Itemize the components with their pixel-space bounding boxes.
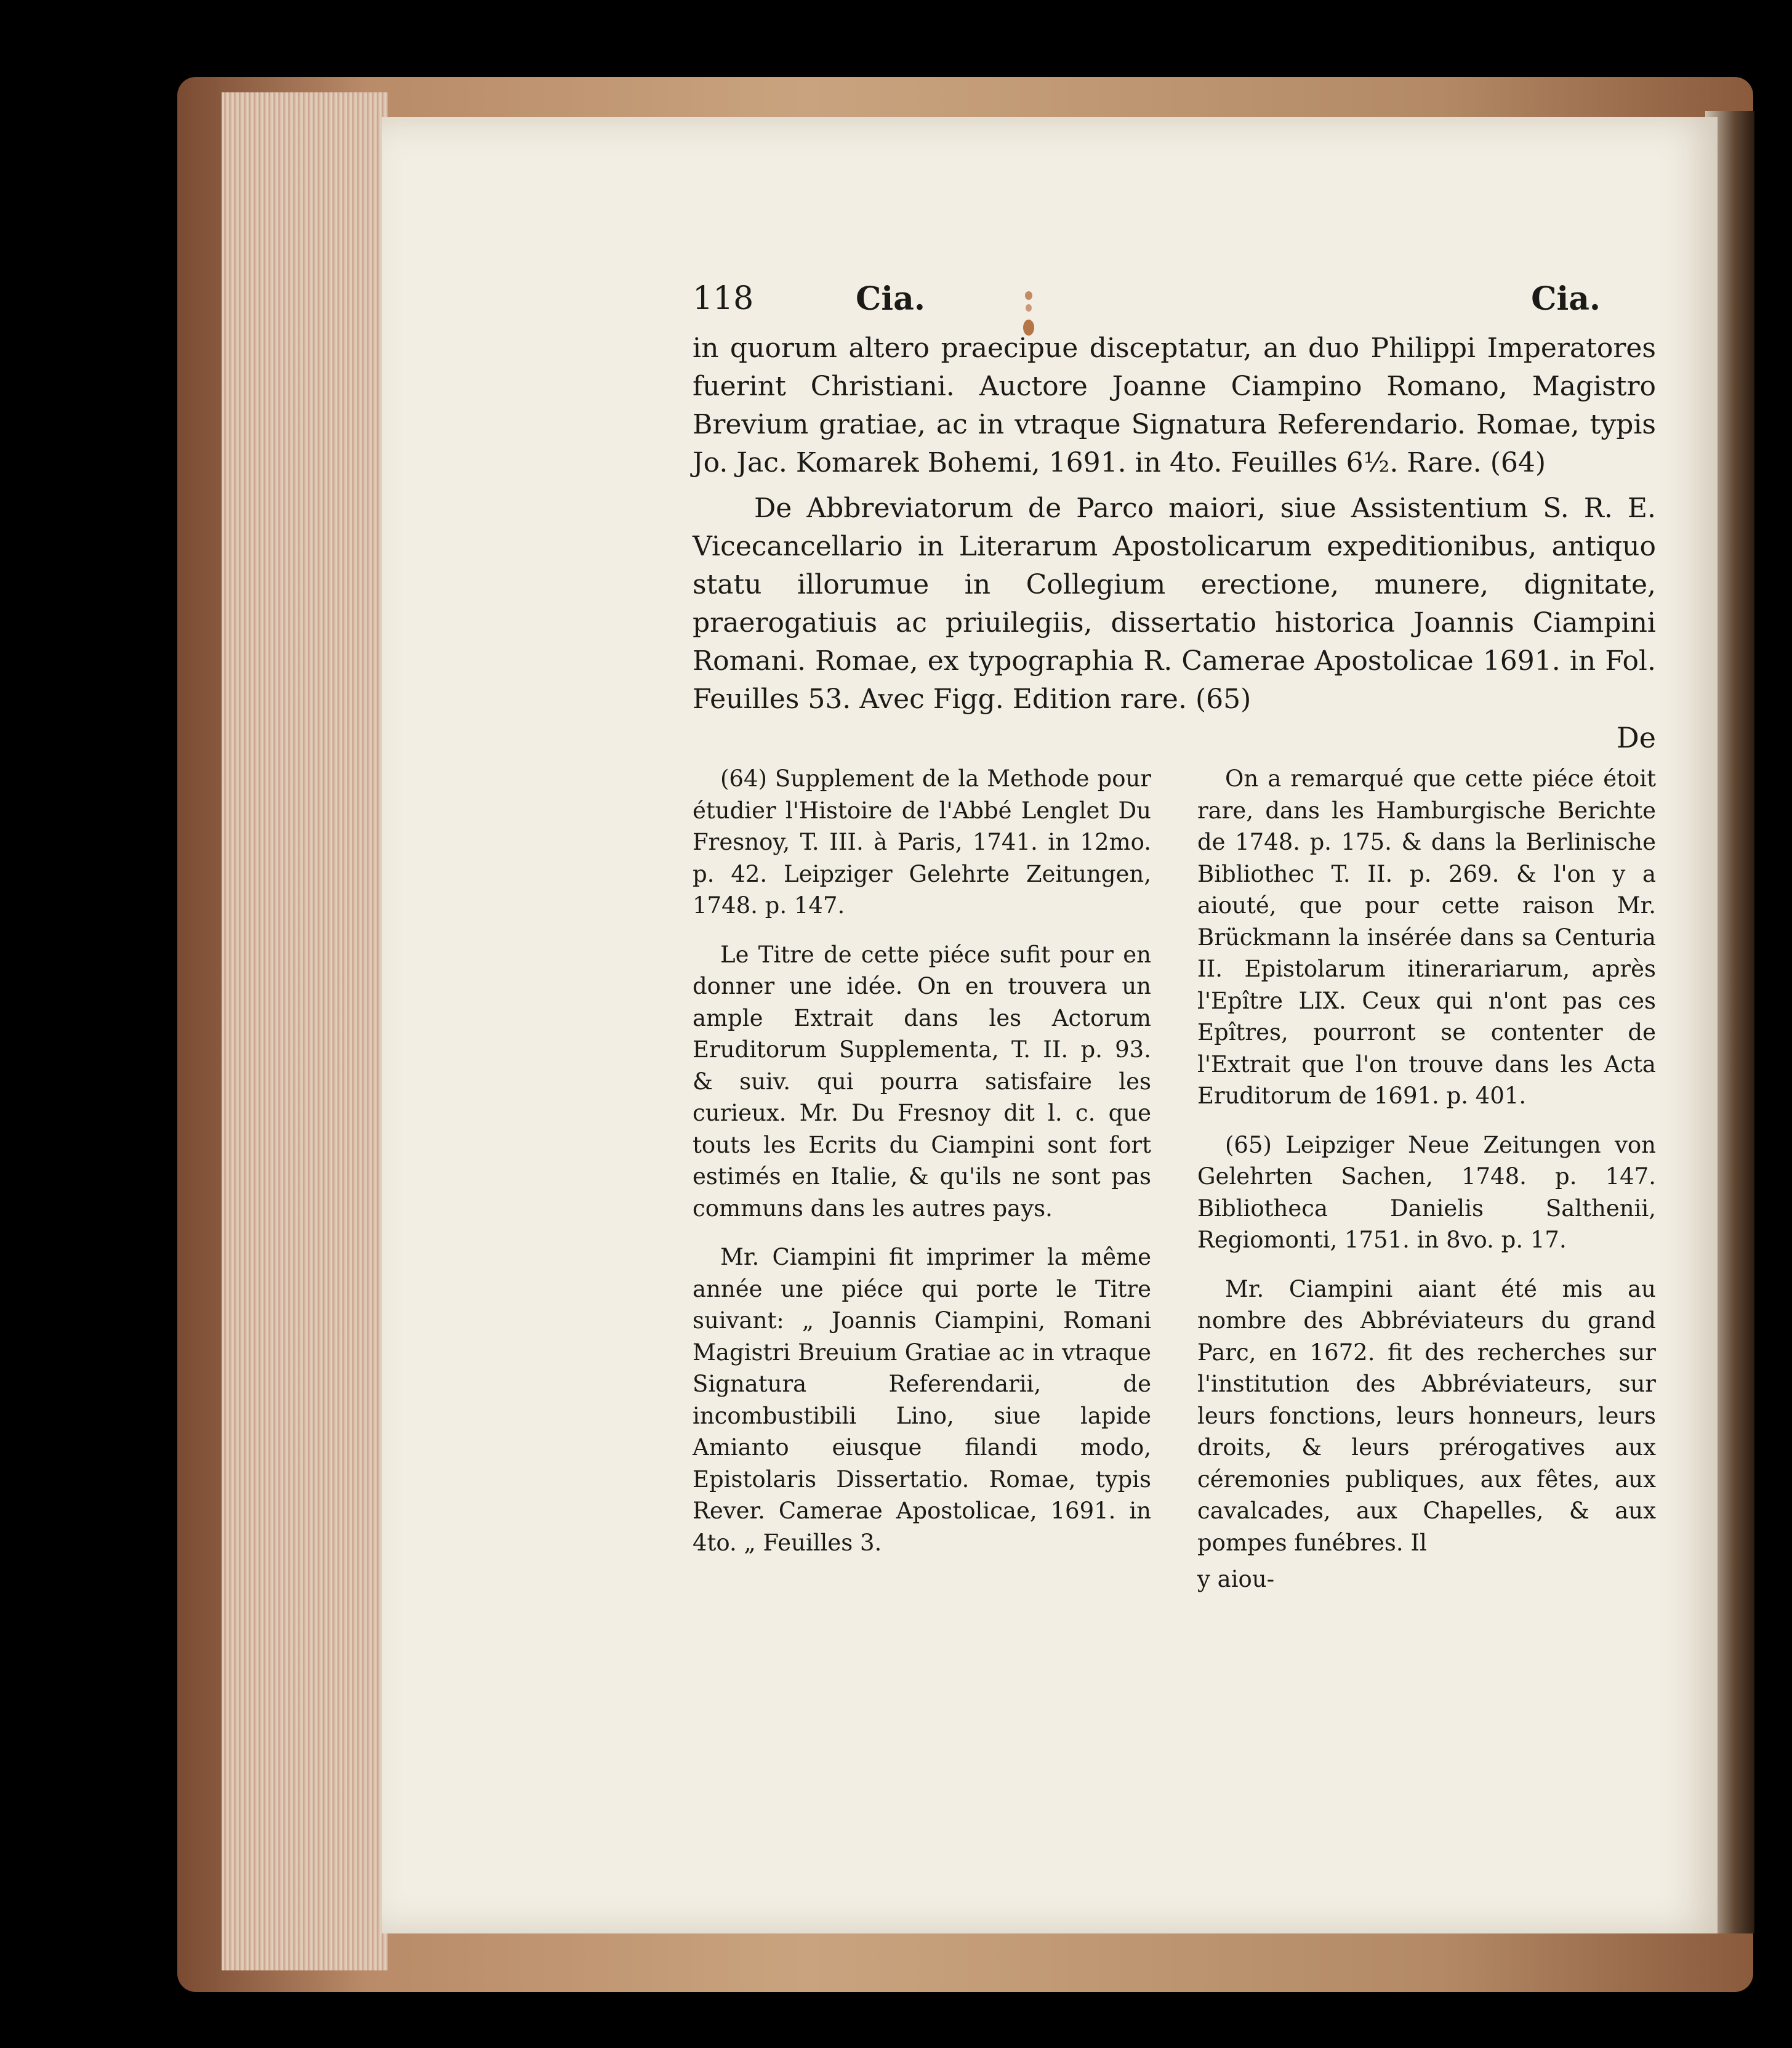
main-paragraph: in quorum altero praecipue disceptatur, an duo Philippi Imperatores fuerint Christiani. Auctore Joanne Ciampino Romano, Magistro Brevium gratiae, ac in vtraque Signatura Referendario. Romae, typis Jo. Jac. Komarek Bohemi, 1691. in 4to. Feuilles 6½. Rare. (64) [693,333,1656,478]
footnote-paragraph: Mr. Ciampini aiant été mis au nombre des Abbréviateurs du grand Parc, en 1672. fit des recherches sur l'institution des Abbréviateurs, sur leurs fonctions, leurs honneurs, leurs droits, & leurs prérogatives aux céremonies publiques, aux fêtes, aux cavalcades, aux Chapelles, & aux pompes funébres. Il [1197,1275,1656,1556]
running-head-left: Cia. [856,280,925,318]
footnote-catchword: y aiou- [1197,1566,1275,1592]
main-paragraph: De Abbreviatorum de Parco maiori, siue Assistentium S. R. E. Vicecancellario in Literarum Apostolicarum expeditionibus, antiquo statu illorumue in Collegium erectione, munere, dignitate, praerogatiuis ac priuilegiis, dissertatio historica Joannis Ciampini Romani. Romae, ex typographia R. Camerae Apostolicae 1691. in Fol. Feuilles 53. Avec Figg. Edition rare. (65) [693,493,1656,715]
footnote-paragraph: Le Titre de cette piéce sufit pour en donner une idée. On en trouvera un ample Extrait dans les Actorum Eruditorum Supplementa, T. II. p. 93. & suiv. qui pourra satisfaire les curieux. Mr. Du Fresnoy dit l. c. que touts les Ecrits du Ciampini sont fort estimés en Italie, & qu'ils ne sont pas communs dans les autres pays. [693,941,1151,1222]
footnote-paragraph: On a remarqué que cette piéce étoit rare, dans les Hamburgische Berichte de 1748. p. 175. & dans la Berlinische Bibliothec T. II. p. 269. & l'on y a aiouté, que pour cette raison Mr. Brückmann la insérée dans sa Centuria II. Epistolarum itinerariarum, après l'Epître LIX. Ceux qui n'ont pas ces Epîtres, pourront se contenter de l'Extrait que l'on trouve dans les Acta Eruditorum de 1691. p. 401. [1197,765,1656,1109]
page-fore-edge [222,92,388,1970]
footnote-column-right [1197,763,1656,1613]
page-text-block [693,280,1656,1613]
main-text [693,329,1656,757]
footnote-paragraph: (64) Supplement de la Methode pour étudier l'Histoire de l'Abbé Lenglet Du Fresnoy, T. III. à Paris, 1741. in 12mo. p. 42. Leipziger Gelehrte Zeitungen, 1748. p. 147. [693,765,1151,919]
running-header [693,280,1656,329]
catchword: De [1616,721,1656,754]
page-number: 118 [693,280,754,317]
footnote-column-left [693,763,1151,1613]
footnotes [693,763,1656,1613]
footnote-paragraph: (65) Leipziger Neue Zeitungen von Gelehrten Sachen, 1748. p. 147. Bibliotheca Danielis Salthenii, Regiomonti, 1751. in 8vo. p. 17. [1197,1131,1656,1253]
footnote-paragraph: Mr. Ciampini fit imprimer la même année une piéce qui porte le Titre suivant: „ Joannis Ciampini, Romani Magistri Breuium Gratiae ac in vtraque Signatura Referendarii, de incombustibili Lino, siue lapide Amianto eiusque filandi modo, Epistolaris Dissertatio. Romae, typis Rever. Camerae Apostolicae, 1691. in 4to. „ Feuilles 3. [693,1244,1151,1556]
running-head-right: Cia. [1531,280,1601,318]
